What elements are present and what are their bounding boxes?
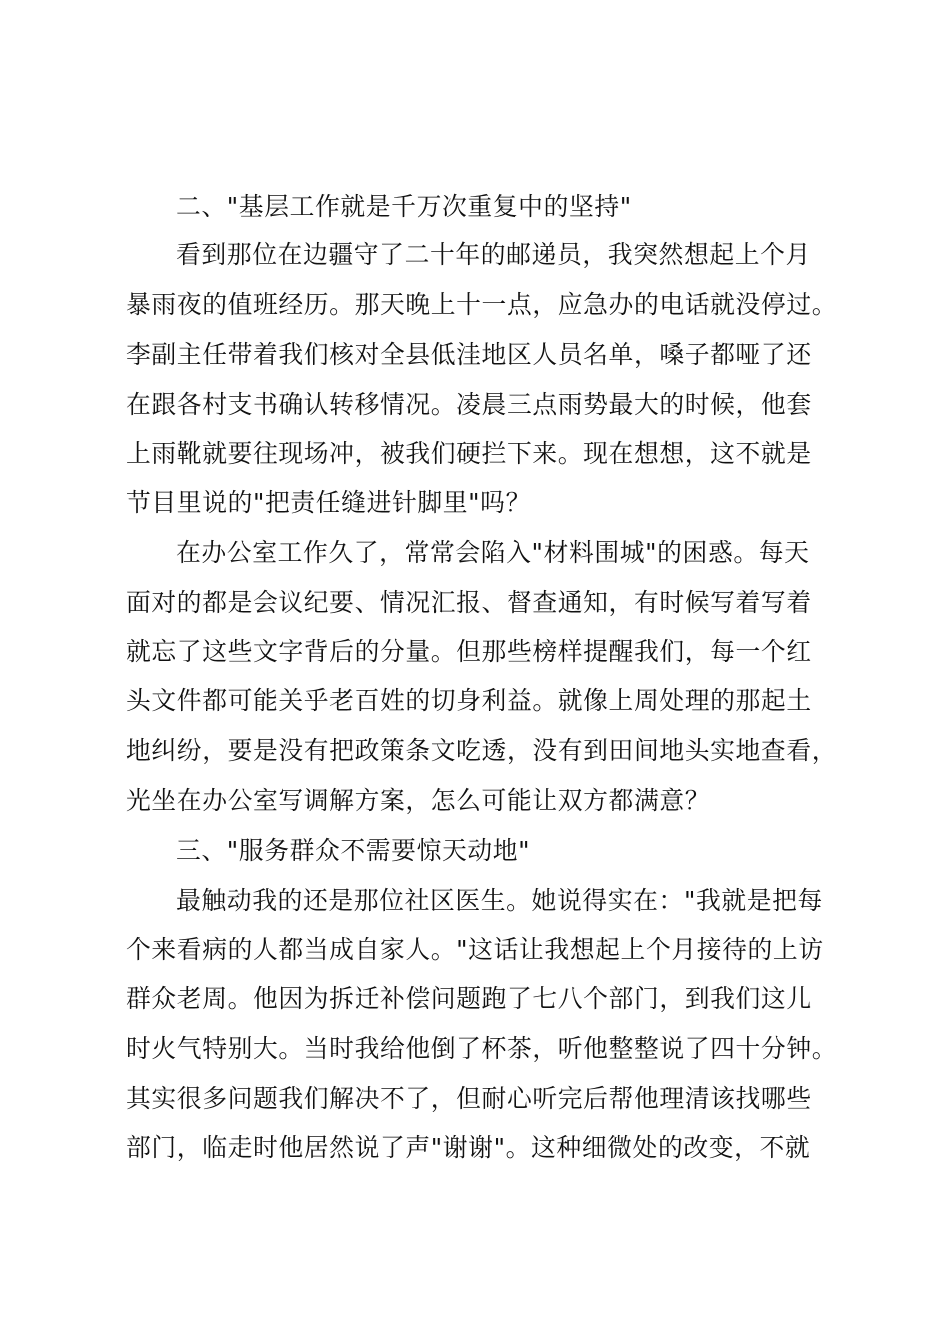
- paragraph-line: 在跟各村支书确认转移情况。凌晨三点雨势最大的时候，他套: [126, 390, 812, 419]
- paragraph-line: 在办公室工作久了，常常会陷入"材料围城"的困惑。每天: [176, 538, 810, 567]
- section-heading-three: 三、"服务群众不需要惊天动地": [176, 836, 531, 865]
- paragraph-line: 头文件都可能关乎老百姓的切身利益。就像上周处理的那起土: [126, 686, 812, 715]
- section-heading-two: 二、"基层工作就是千万次重复中的坚持": [176, 192, 632, 221]
- paragraph-line: 最触动我的还是那位社区医生。她说得实在："我就是把每: [176, 886, 823, 915]
- paragraph-line: 个来看病的人都当成自家人。"这话让我想起上个月接待的上访: [126, 935, 824, 964]
- paragraph-line: 面对的都是会议纪要、情况汇报、督查通知，有时候写着写着: [126, 588, 812, 617]
- paragraph-line: 暴雨夜的值班经历。那天晚上十一点，应急办的电话就没停过。: [126, 290, 838, 319]
- paragraph-line: 上雨靴就要往现场冲，被我们硬拦下来。现在想想，这不就是: [126, 439, 812, 468]
- paragraph-line: 其实很多问题我们解决不了，但耐心听完后帮他理清该找哪些: [126, 1084, 812, 1113]
- paragraph-line: 节目里说的"把责任缝进针脚里"吗？: [126, 488, 531, 517]
- paragraph-line: 部门，临走时他居然说了声"谢谢"。这种细微处的改变，不就: [126, 1133, 811, 1162]
- paragraph-line: 时火气特别大。当时我给他倒了杯茶，听他整整说了四十分钟。: [126, 1034, 838, 1063]
- paragraph-line: 群众老周。他因为拆迁补偿问题跑了七八个部门，到我们这儿: [126, 984, 812, 1013]
- paragraph-line: 李副主任带着我们核对全县低洼地区人员名单，嗓子都哑了还: [126, 340, 812, 369]
- paragraph-line: 光坐在办公室写调解方案，怎么可能让双方都满意？: [126, 786, 711, 815]
- paragraph-line: 就忘了这些文字背后的分量。但那些榜样提醒我们，每一个红: [126, 637, 812, 666]
- paragraph-line: 看到那位在边疆守了二十年的邮递员，我突然想起上个月: [176, 240, 811, 269]
- paragraph-line: 地纠纷，要是没有把政策条文吃透，没有到田间地头实地查看，: [126, 736, 838, 765]
